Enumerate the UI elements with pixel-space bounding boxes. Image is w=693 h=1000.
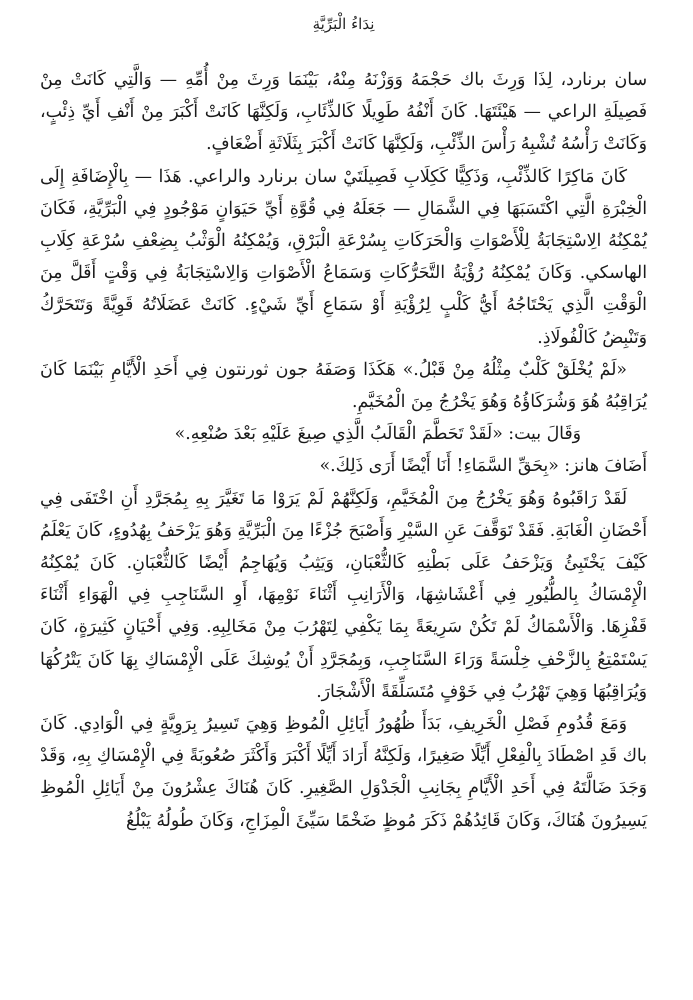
paragraph-7: وَمَعَ قُدُومِ فَصْلِ الْخَرِيفِ، بَدَأَ ظُهُورُ أَيَائِلِ الْمُوظِ وَهِيَ تَسِيرُ بِرَوِيَّةٍ فِي الْوَادِي. كَانَ باك قَدِ اصْطَادَ بِالْفِعْلِ أَيِّلًا صَغِيرًا، وَلَكِنَّهُ أَرَادَ أَيِّلًا أَكْبَرَ وَأَكْثَرَ صُعُوبَةً فِي الْإِمْسَاكِ بِهِ، وَقَدْ وَجَدَ ضَالَّتَهُ فِي أَحَدِ الْأَيَّامِ بِجَانِبِ الْجَدْوَلِ الصَّغِيرِ. كَانَ هُنَاكَ عِشْرُونَ مِنْ أَيَائِلِ الْمُوظِ يَسِيرُونَ هُنَاكَ، وَكَانَ قَائِدُهُمْ ذَكَرَ مُوظٍ ضَخْمًا سَيِّئَ الْمِزَاجِ، وَكَانَ طُولُهُ يَبْلُغُ: [40, 714, 647, 831]
running-head: نِدَاءُ الْبَرِّيَّةِ: [312, 15, 375, 33]
paragraph-6: لَقَدْ رَاقَبُوهُ وَهُوَ يَخْرُجُ مِنَ الْمُخَيَّمِ، وَلَكِنَّهُمْ لَمْ يَرَوْا مَا تَغَيَّرَ بِهِ بِمُجَرَّدِ أَنِ اخْتَفَى فِي أَحْضَانِ الْغَابَةِ. فَقَدْ تَوَقَّفَ عَنِ السَّيْرِ وَأَصْبَحَ جُزْءًا مِنَ الْبَرِّيَّةِ وَهُوَ يَزْحَفُ بِهُدُوءٍ، كَانَ يَعْلَمُ كَيْفَ يَخْتَبِئُ وَيَزْحَفُ عَلَى بَطْنِهِ كَالثُّعْبَانِ، وَيَثِبُ وَيُهَاجِمُ أَيْضًا كَالثُّعْبَانِ. كَانَ يُمْكِنُهُ الْإِمْسَاكُ بِالطُّيُورِ فِي أَعْشَاشِهَا، وَالْأَرَانِبِ أَثْنَاءَ نَوْمِهَا، أَوِ السَّنَاجِبِ فِي الْهَوَاءِ أَثْنَاءَ قَفْزِهَا. وَالْأَسْمَاكُ لَمْ تَكُنْ سَرِيعَةً بِمَا يَكْفِي لِتَهْرُبَ مِنْ مَخَالِبِهِ. وَفِي أَحْيَانٍ كَثِيرَةٍ، كَانَ يَسْتَمْتِعُ بِالزَّحْفِ خِلْسَةً وَرَاءَ السَّنَاجِبِ، وَبِمُجَرَّدِ أَنْ يُوشِكَ عَلَى الْإِمْسَاكِ بِهَا كَانَ يَتْرُكُهَا وَيُرَاقِبُهَا وَهِيَ تَهْرُبُ فِي خَوْفٍ مُتَسَلِّقَةً الْأَشْجَارَ.: [40, 488, 647, 702]
paragraph-4: وَقَالَ بيت: «لَقَدْ تَحَطَّمَ الْقَالَبُ الَّذِي صِيغَ عَلَيْهِ بَعْدَ صُنْعِهِ.»: [174, 424, 581, 445]
paragraph-1: سان برنارد، لِذَا وَرِثَ باك حَجْمَهُ وَوَزْنَهُ مِنْهُ، بَيْنَمَا وَرِثَ مِنْ أُمِّهِ — وَالَّتِي كَانَتْ مِنْ فَصِيلَةِ الراعي — هَيْئَتَهَا. كَانَ أَنْفُهُ طَوِيلًا كَالذِّئَابِ، وَلَكِنَّهَا كَانَتْ أَكْبَرَ مِنْ أَنْفِ أَيِّ ذِئْبٍ، وَكَانَتْ رَأْسُهُ تُشْبِهُ رَأْسَ الذِّئْبِ، وَلَكِنَّهَا كَانَتْ أَكْبَرَ بِثَلَاثَةِ أَضْعَافٍ.: [40, 70, 647, 155]
paragraph-5: أَضَافَ هانز: «بِحَقِّ السَّمَاءِ! أَنَا أَيْضًا أَرَى ذَلِكَ.»: [319, 456, 647, 477]
body-text: [40, 64, 647, 837]
paragraph-2: كَانَ مَاكِرًا كَالذِّئْبِ، وَذَكِيًّا كَكِلَابِ فَصِيلَتَيْ سان برنارد والراعي. هَذَا — بِالْإِضَافَةِ إِلَى الْخِبْرَةِ الَّتِي اكْتَسَبَهَا فِي الشَّمَالِ — جَعَلَهُ فِي قُوَّةِ أَيِّ حَيَوَانٍ مَوْجُودٍ فِي الْبَرِّيَّةِ، فَكَانَ يُمْكِنُهُ الِاسْتِجَابَةُ لِلْأَصْوَاتِ وَالْحَرَكَاتِ بِسُرْعَةِ الْبَرْقِ، وَيُمْكِنُهُ الْوَثْبُ بِضِعْفِ سُرْعَةِ كِلَابِ الهاسكي. وَكَانَ يُمْكِنُهُ رُؤْيَةُ التَّحَرُّكَاتِ وَسَمَاعُ الْأَصْوَاتِ وَالِاسْتِجَابَةُ فِي وَقْتٍ أَقَلَّ مِنَ الْوَقْتِ الَّذِي يَحْتَاجُهُ أَيُّ كَلْبٍ لِرُؤْيَةِ أَوْ سَمَاعِ أَيِّ شَيْءٍ. كَانَتْ عَضَلَاتُهُ قَوِيَّةً وَتَتَحَرَّكُ وَتَنْبِضُ كَالْفُولَاذِ.: [40, 166, 647, 348]
paragraph-3: «لَمْ يُخْلَقْ كَلْبٌ مِثْلُهُ مِنْ قَبْلُ.» هَكَذَا وَصَفَهُ جون ثورنتون فِي أَحَدِ الْأَيَّامِ بَيْنَمَا كَانَ يُرَاقِبُهُ هُوَ وَشُرَكَاؤُهُ وَهُوَ يَخْرُجُ مِنَ الْمُخَيَّمِ.: [40, 359, 647, 413]
